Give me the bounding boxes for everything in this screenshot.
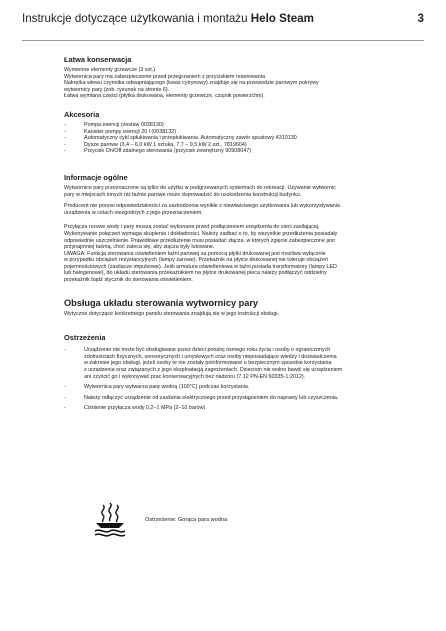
warning-line: Należy odłączyć urządzenie od zasilania elektrycznego przed przystąpieniem do naprawy lub czyszczenia.	[84, 394, 339, 401]
hot-steam-warning-icon	[86, 495, 134, 543]
paragraph-note	[64, 251, 416, 284]
paragraph-line: pary w miejscach innych niż łaźnie parowe może doprowadzić do uszkodzenia konstrukcji budynku.	[64, 191, 302, 198]
list-dash: -	[64, 128, 66, 135]
text-line: Łatwa wymiana części (płytka drukowana, elementy grzewcze, czujnik powierzchni).	[64, 93, 265, 100]
paragraph-line: przekaźnik bądź stycznik do sterowania oświetleniem.	[64, 277, 193, 284]
paragraph-line: UWAGA: Funkcja sterowania oświetleniem łaźni parowej za pomocą płytki drukowanej jest możliwa wyłącznie	[64, 250, 326, 257]
warning-line: w zakresie jego obsługi, jeżeli osoby te nie zostały poinformowane o bezpiecznym sposobie korzystania	[84, 360, 332, 367]
list-dash: -	[64, 384, 66, 391]
warning-line: zdolnościach fizycznych, sensorycznych i umysłowych oraz osoby nieposiadające wiedzy i doświadczenia	[84, 353, 337, 360]
list-item	[64, 148, 416, 155]
list-dash: -	[64, 121, 66, 128]
list-dash: -	[64, 405, 66, 412]
list-dash: -	[64, 394, 66, 401]
list-item-text: Automatyczny cykl spłukiwania i przepłukiwania. Automatyczny zawór spustowy 4310130	[84, 135, 297, 142]
paragraph-line: urządzenia w celach niezgodnych z jego przeznaczeniem.	[64, 209, 203, 216]
warning-line: Ciśnienie przyłącza wody 0,2–1 MPa (2–10 barów)	[84, 405, 206, 412]
list-item-text: Pompa esencji (zestaw 0038130)	[84, 121, 164, 128]
warning-line: Urządzenie nie może być obsługiwane przez dzieci poniżej ósmego roku życia i osoby o ograniczonych	[84, 347, 331, 354]
paragraph	[64, 185, 416, 198]
section-heading: Ostrzeżenia	[64, 333, 106, 343]
text-line: Wytwornica pary ma zabezpieczenie przed przegrzaniem z przyciskiem resetowania	[64, 73, 265, 80]
list-item	[64, 142, 416, 149]
list-dash: -	[64, 141, 66, 148]
list-item	[64, 129, 416, 136]
header-product-name: Helo Steam	[250, 12, 314, 25]
warning-line: ani czyścić go i wykonywać prac konserwacyjnych bez nadzoru (7.12 PN-EN 60335-1:2012).	[84, 373, 306, 380]
paragraph-line: w przypadku obciążeń rezystancyjnych (lampy żarowe). Przekaźnik na płytce drukowanej nie toleruje obciążeń	[64, 257, 328, 264]
header-divider	[22, 40, 424, 41]
section-general-info	[64, 173, 416, 284]
text-line: Nakrętka wlewu czynnika odwapniającego (kwas cytrynowy) znajduje się na przewodzie parowym pokrywy	[64, 80, 319, 87]
warning-caption: Ostrzeżenie: Gorąca para wodna	[145, 517, 228, 523]
list-item	[64, 135, 416, 142]
header-title-prefix: Instrukcje dotyczące użytkowania i montażu	[22, 12, 251, 25]
warning-line: Wytwornica pary wytwarza parę wodną (100°C) podczas korzystania.	[84, 384, 250, 391]
list-item-text: Dysze parowe (3,4 – 6,0 kW 1 sztuka, 7,7 – 9,5 kW 2 szt., 7819604)	[84, 141, 247, 148]
paragraph-line: Przyłącza rurowe wody i pary muszą zostać wykonane przed podłączeniem urządzenia do sieci zasilającej.	[64, 224, 320, 231]
section-heading: Akcesoria	[64, 109, 100, 119]
paragraph-line: odpowiednie uszczelnienie. Prawidłowe przedłużenie musi posiadać złącza, w których zgięcie zabezpieczone jest	[64, 237, 335, 244]
paragraph-line: Wytwornice pary przeznaczone są tylko do użytku w podgrzewanych systemach do rekreacji. Używanie wytwornic	[64, 184, 336, 191]
warning-item	[64, 395, 416, 402]
list-item-text: Kanister pompy esencji 20 l (0038132)	[84, 128, 176, 135]
section-light-maintenance	[64, 55, 416, 100]
warning-item	[64, 347, 416, 380]
paragraph-line: przynajmniej taśmą, choć zaleca się, aby złącza były lutowane.	[64, 244, 215, 251]
page-header	[22, 12, 424, 34]
list-item	[64, 122, 416, 129]
paragraph	[64, 224, 416, 250]
section-heading: Informacje ogólne	[64, 172, 128, 182]
paragraph	[64, 203, 416, 216]
section-control-system	[64, 298, 416, 318]
section-heading: Łatwa konserwacja	[64, 55, 132, 64]
section-warnings	[64, 333, 416, 412]
warning-line: z urządzenia oraz związanych z jego eksploatacją zagrożeniach. Dzieciom nie wolno bawić się urządzeniem	[84, 367, 343, 374]
list-dash: -	[64, 148, 66, 155]
warning-item	[64, 405, 416, 412]
paragraph-line: pojemnościowych (zasilacze impulsowe). Jeśli armatura oświetleniowa w łaźni posiada transformatory (lampy LED	[64, 263, 337, 270]
paragraph-line: Wykonywanie połączeń wymaga skupienia i dokładności. Należy zadbać o to, by wszystkie przedłużenia posiadały	[64, 230, 338, 237]
warning-item	[64, 384, 416, 391]
section-accessories	[64, 110, 416, 155]
text-line: Wymienne elementy grzewcze (3 szt.)	[64, 67, 156, 73]
section-heading: Obsługa układu sterowania wytwornicy pary	[64, 297, 259, 308]
page-number: 3	[417, 12, 424, 25]
list-item-text: Przycisk On/Off zdalnego sterowania (przycisk zewnętrzny 90908047)	[84, 148, 252, 155]
paragraph-line: Producent nie ponosi odpowiedzialności za uszkodzenia wynikłe z niewłaściwego użytkowania lub wykorzystywania	[64, 203, 340, 210]
paragraph-line: lub halogenowe), do układu sterowania przekaźnikiem na płytce drukowanej pieca należy podłączyć oddzielny	[64, 270, 327, 277]
header-title	[22, 12, 314, 25]
text-line: wytwornicy pary (zob. rysunek na stronie 6).	[64, 86, 170, 93]
list-dash: -	[64, 135, 66, 142]
page-content	[64, 55, 416, 416]
list-dash: -	[64, 347, 66, 354]
paragraph-line: Wytyczne dotyczące konkretnego panelu sterowania znajdują się w jego instrukcji obsługi.	[64, 310, 280, 317]
